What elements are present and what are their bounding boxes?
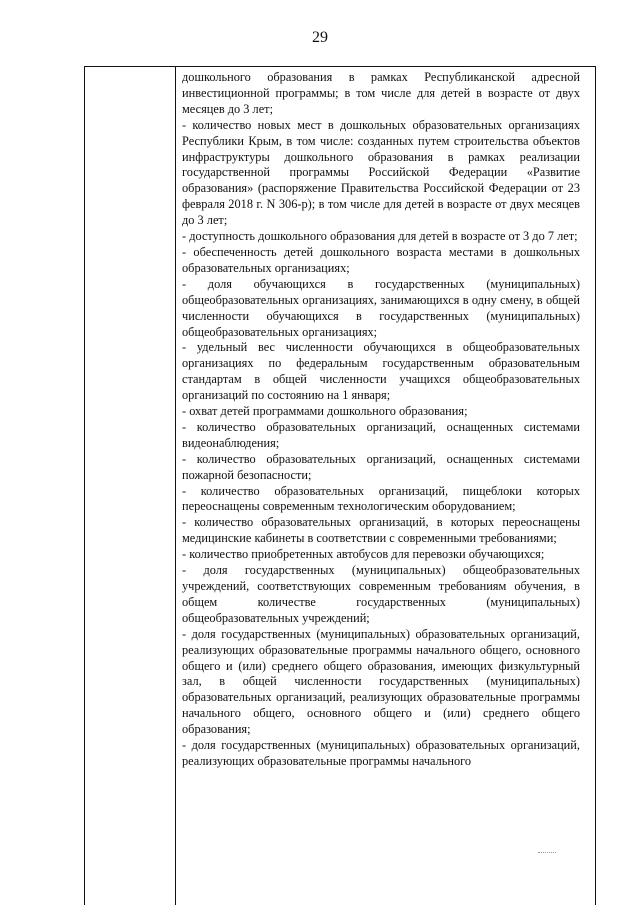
paragraph: - доля государственных (муниципальных) образовательных организаций, реализующих образовательные программы начального общего, основного общего и (или) среднего общего образования, имеющих физкультурный зал, в общей численности государственных (муниципальных) образовательных организаций, реализующих образовательные программы начального общего, основного общего и (или) среднего общего образования; xyxy=(182,626,580,737)
paragraph: - доля государственных (муниципальных) общеобразовательных учреждений, соответствующих современным требованиям обучения, в общем количестве государственных (муниципальных) общеобразовательных учреждений; xyxy=(182,563,580,625)
paragraph: - удельный вес численности обучающихся в общеобразовательных организациях по федеральным государственным образовательным стандартам в общей численности учащихся общеобразовательных организаций по состоянию на 1 января; xyxy=(182,340,580,403)
indicators-text-column xyxy=(182,70,580,770)
paragraph: - количество образовательных организаций, в которых переоснащены медицинские кабинеты в соответствии с современными требованиями; xyxy=(182,515,580,546)
paragraph: - доля обучающихся в государственных (муниципальных) общеобразовательных организациях, занимающихся в одну смену, в общей численности обучающихся в государственных (муниципальных) общеобразовательных организациях; xyxy=(182,276,580,339)
paragraph: - количество образовательных организаций, оснащенных системами пожарной безопасности; xyxy=(182,451,580,482)
paragraph: - количество новых мест в дошкольных образовательных организациях Республики Крым, в том числе: созданных путем строительства объектов инфраструктуры дошкольного образования в рамках реализации государственной программы Российской Федерации «Развитие образования» (распоряжение Правительства Российской Федерации от 23 февраля 2018 г. N 306-р); в том числе для детей в возрасте от двух месяцев до 3 лет; xyxy=(182,117,580,228)
document-table xyxy=(84,66,596,905)
paragraph: - обеспеченность детей дошкольного возраста местами в дошкольных образовательных организациях; xyxy=(182,244,580,275)
paragraph: - количество образовательных организаций, пищеблоки которых переоснащены современным технологическим оборудованием; xyxy=(182,483,580,514)
empty-left-column xyxy=(175,67,176,905)
paragraph: - доля государственных (муниципальных) образовательных организаций, реализующих образовательные программы начального xyxy=(182,738,580,768)
paragraph: дошкольного образования в рамках Республиканской адресной инвестиционной программы; в том числе для детей в возрасте от двух месяцев до 3 лет; xyxy=(182,70,580,116)
page-number: 29 xyxy=(312,29,328,46)
paragraph: - количество образовательных организаций, оснащенных системами видеонаблюдения; xyxy=(182,419,580,450)
paragraph: - доступность дошкольного образования для детей в возрасте от 3 до 7 лет; xyxy=(182,229,578,244)
paragraph: - количество приобретенных автобусов для перевозки обучающихся; xyxy=(182,547,545,562)
scan-artifact xyxy=(538,852,556,855)
paragraph: - охват детей программами дошкольного образования; xyxy=(182,404,468,419)
